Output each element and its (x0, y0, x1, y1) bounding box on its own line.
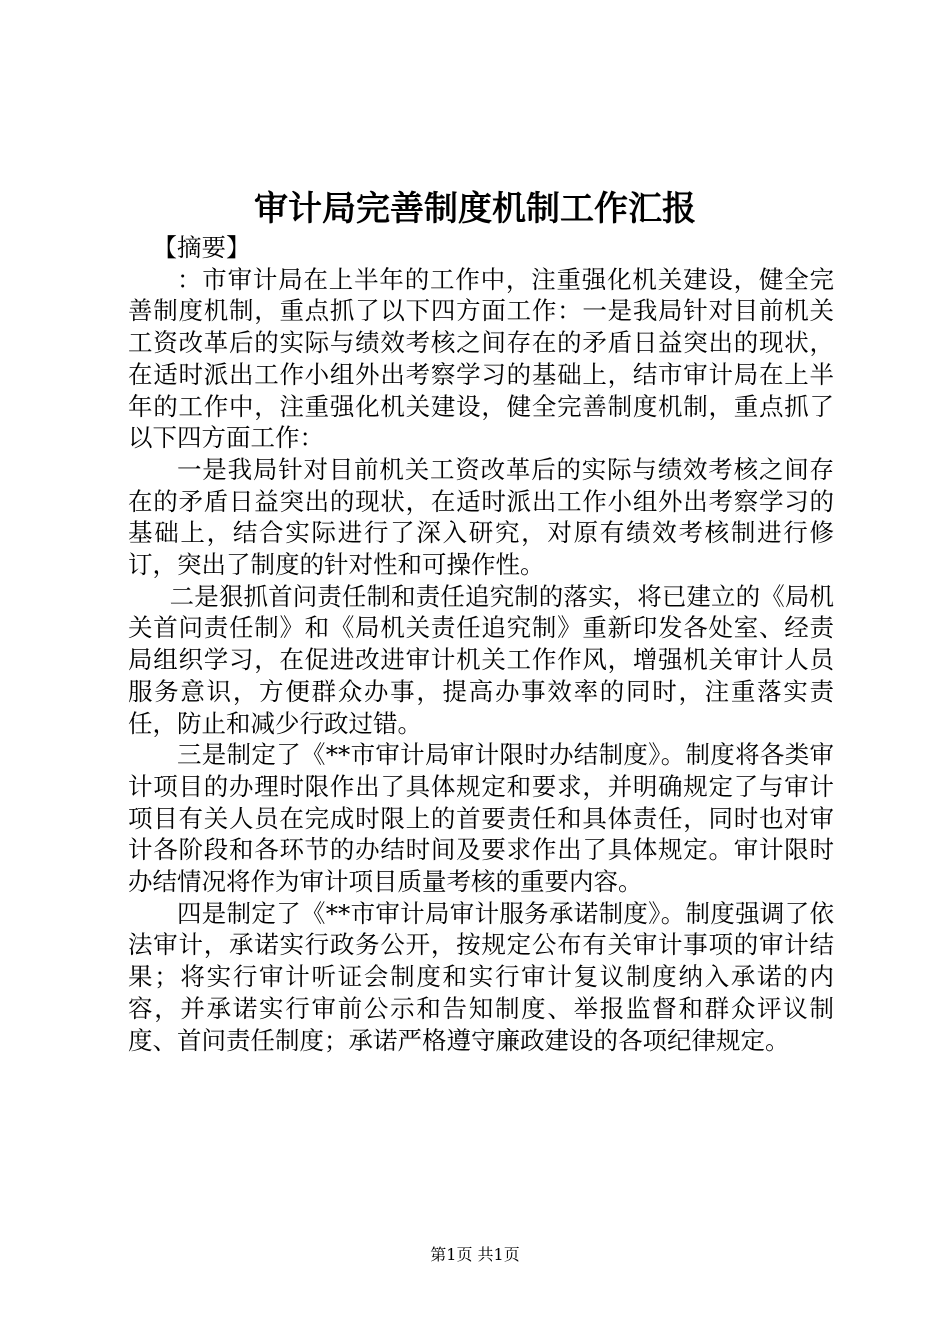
paragraph-item-3: 三是制定了《**市审计局审计限时办结制度》。制度将各类审计项目的办理时限作出了具体规定和要求，并明确规定了与审计项目有关人员在完成时限上的首要责任和具体责任，同时也对审计各阶段和各环节的办结时间及要求作出了具体规定。审计限时办结情况将作为审计项目质量考核的重要内容。 (128, 740, 834, 897)
paragraph-item-1: 一是我局针对目前机关工资改革后的实际与绩效考核之间存在的矛盾日益突出的现状，在适时派出工作小组外出考察学习的基础上，结合实际进行了深入研究，对原有绩效考核制进行修订，突出了制度的针对性和可操作性。 (128, 454, 834, 580)
abstract-paragraph: ：市审计局在上半年的工作中，注重强化机关建设，健全完善制度机制，重点抓了以下四方面工作：一是我局针对目前机关工资改革后的实际与绩效考核之间存在的矛盾日益突出的现状，在适时派出工作小组外出考察学习的基础上，结市审计局在上半年的工作中，注重强化机关建设，健全完善制度机制，重点抓了以下四方面工作： (128, 264, 834, 453)
abstract-label: 【摘要】 (152, 233, 251, 262)
paragraph-item-2: 二是狠抓首问责任制和责任追究制的落实，将已建立的《局机关首问责任制》和《局机关责任追究制》重新印发各处室、经责局组织学习，在促进改进审计机关工作作风，增强机关审计人员服务意识，方便群众办事，提高办事效率的同时，注重落实责任，防止和减少行政过错。 (128, 581, 834, 738)
page-title: 审计局完善制度机制工作汇报 (254, 189, 696, 229)
paragraph-item-4: 四是制定了《**市审计局审计服务承诺制度》。制度强调了依法审计，承诺实行政务公开，按规定公布有关审计事项的审计结果；将实行审计听证会制度和实行审计复议制度纳入承诺的内容，并承诺实行审前公示和告知制度、举报监督和群众评议制度、首问责任制度；承诺严格遵守廉政建设的各项纪律规定。 (128, 898, 834, 1055)
document-body (128, 232, 834, 1056)
page-footer: 第1页 共1页 (430, 1245, 520, 1264)
